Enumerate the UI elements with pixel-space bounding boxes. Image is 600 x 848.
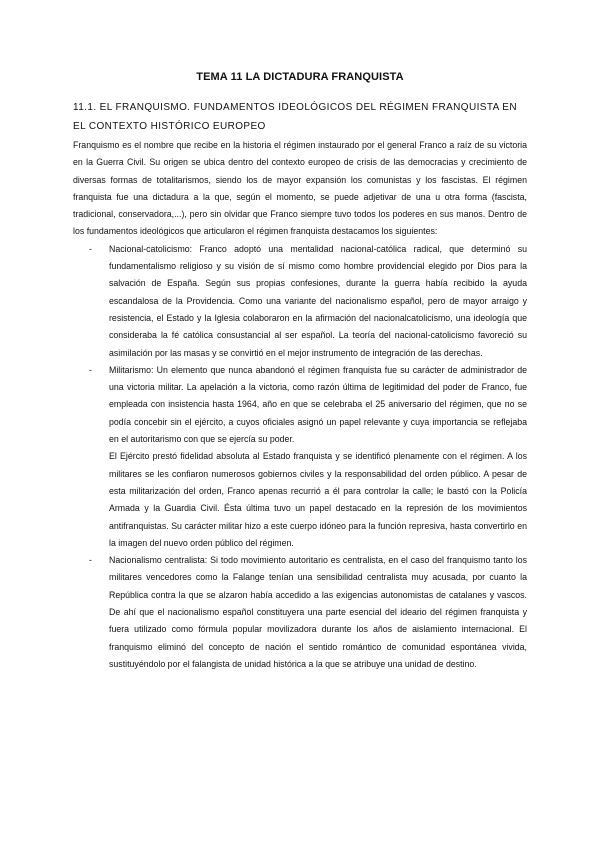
intro-paragraph: Franquismo es el nombre que recibe en la historia el régimen instaurado por el general Franco a raíz de su victoria en la Guerra Civil. Su origen se ubica dentro del contexto europeo de crisis de las democracias y crecimiento de diversas formas de totalitarismos, siendo los de mayor expansión los comunistas y los fascistas. El régimen franquista fue una dictadura a la que, según el momento, se puede adjetivar de una u otra forma (fascista, tradicional, conservadora,...), pero sin olvidar que Franco siempre tuvo todos los poderes en sus manos. Dentro de los fundamentos ideológicos que articularon el régimen franquista destacamos los siguientes: — [73, 140, 527, 237]
bullet-marker: - — [89, 364, 92, 375]
bullet-marker: - — [89, 555, 92, 566]
bullet-marker: - — [89, 243, 92, 254]
list-item-text: Militarismo: Un elemento que nunca abandonó el régimen franquista fue su carácter de administrador de una victoria militar. La apelación a la victoria, como razón última de legitimidad del poder de Franco, fue empleada con insistencia hasta 1964, año en que se celebraba el 25 aniversario del régimen, que no se podía concebir sin el ejército, a cuyos oficiales asignó un papel relevante y cuya importancia se reflejaba en el autoritarismo con que se ejercía su poder. — [109, 364, 527, 445]
bullet-list — [73, 241, 527, 673]
list-item-text: Nacional-catolicismo: Franco adoptó una mentalidad nacional-católica radical, que determinó su fundamentalismo religioso y su visión de sí mismo como hombre providencial elegido por Dios para la salvación de España. Según sus propias confesiones, durante la guerra había recibido la ayuda escandalosa de la Providencia. Como una variante del nacionalismo español, pero de mayor arraigo y resistencia, el Estado y la Iglesia colaboraron en la afirmación del nacionalcatolicismo, una ideología que consideraba la fé católica consustancial al ser español. La teoría del nacional-catolicismo favoreció su asimilación por las masas y se convirtió en el mejor instrumento de integración de las derechas. — [109, 243, 527, 358]
list-item-militarismo — [73, 362, 527, 552]
document-body — [73, 137, 527, 673]
document-title: TEMA 11 LA DICTADURA FRANQUISTA — [196, 71, 404, 83]
list-item-text: Nacionalismo centralista: Si todo movimiento autoritario es centralista, en el caso del franquismo tanto los militares vencedores como la Falange tenían una sensibilidad centralista muy acusada, por cuanto la República contra la que se alzaron había accedido a las exigencias autonomistas de catalanes y vascos. De ahí que el nacionalismo español constituyera una parte esencial del ideario del régimen franquista y fuera utilizado como fórmula popular movilizadora durante los años de aislamiento internacional. El franquismo eliminó del concepto de nación el sentido romántico de comunidad espontánea vivida, sustituyéndolo por el falangista de unidad histórica a la que se atribuye una unidad de destino. — [109, 555, 527, 669]
list-item-nacionalismo-centralista — [73, 552, 527, 673]
list-item-nacional-catolicismo — [73, 241, 527, 362]
section-heading: 11.1. EL FRANQUISMO. FUNDAMENTOS IDEOLÓGICOS DEL RÉGIMEN FRANQUISTA EN EL CONTEXTO HISTÓRICO EUROPEO — [73, 102, 517, 132]
list-item-continuation: El Ejército prestó fidelidad absoluta al Estado franquista y se identificó plenamente con el régimen. A los militares se les confiaron numerosos gobiernos civiles y la responsabilidad del orden público. A pesar de esta militarización del orden, Franco apenas recurrió a él para controlar la calle; le bastó con la Policía Armada y la Guardia Civil. Ésta última tuvo un papel destacado en la represión de los movimientos antifranquistas. Su carácter militar hizo a este cuerpo idóneo para la función represiva, hasta convertirlo en la imagen del nuevo orden público del régimen. — [109, 451, 527, 548]
